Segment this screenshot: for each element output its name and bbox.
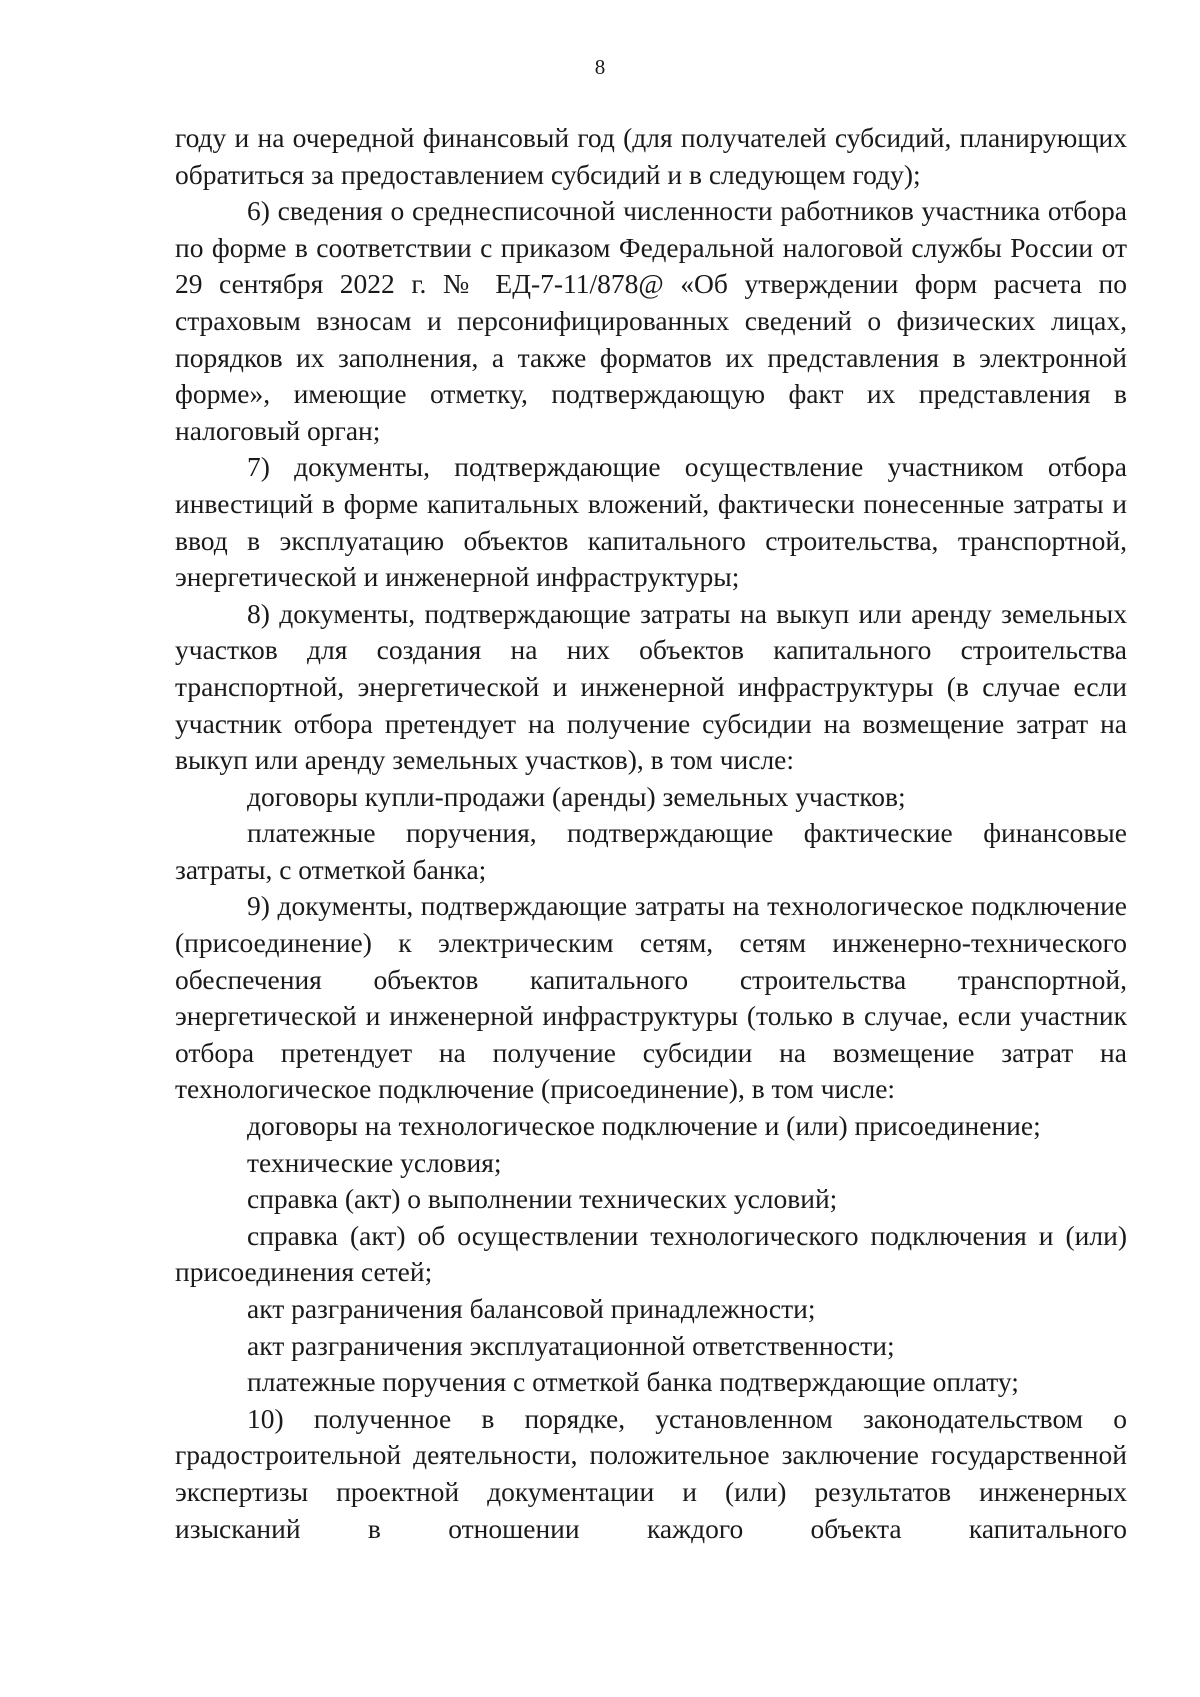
paragraph-item-9-sub-5: акт разграничения балансовой принадлежности;: [247, 1293, 816, 1324]
paragraph-item-9-sub-1: договоры на технологическое подключение и (или) присоединение;: [247, 1110, 1041, 1142]
document-body: [175, 120, 1127, 1547]
paragraph-item-9-sub-2: технические условия;: [247, 1146, 502, 1178]
paragraph-item-9-sub-7: платежные поручения с отметкой банка подтверждающие оплату;: [247, 1366, 1019, 1398]
paragraph-item-6: 6) сведения о среднесписочной численности работников участника отбора по форме в соответствии с приказом Федеральной налоговой службы России от 29 сентября 2022 г. № ЕД-7-11/878@ «Об утверждении форм расчета по страховым взносам и персонифицированных сведений о физических лицах, порядков их заполнения, а также форматов их представления в электронной форме», имеющие отметку, подтверждающую факт их представления в налоговый орган;: [175, 195, 1127, 446]
paragraph-item-8: 8) документы, подтверждающие затраты на выкуп или аренду земельных участков для создания на них объектов капитального строительства транспортной, энергетической и инженерной инфраструктуры (в случае если участник отбора претендует на получение субсидии на возмещение затрат на выкуп или аренду земельных участков), в том числе:: [175, 597, 1127, 776]
paragraph-continuation: году и на очередной финансовый год (для получателей субсидий, планирующих обратиться за предоставлением субсидий и в следующем году);: [175, 122, 1127, 190]
paragraph-item-8-sub-2: платежные поручения, подтверждающие фактические финансовые затраты, с отметкой банка;: [175, 817, 1127, 885]
paragraph-item-9-sub-4: справка (акт) об осуществлении технологического подключения и (или) присоединения сетей;: [175, 1219, 1127, 1288]
paragraph-item-9-sub-3: справка (акт) о выполнении технических условий;: [247, 1183, 838, 1215]
page-number: 8: [594, 55, 606, 79]
paragraph-item-10: 10) полученное в порядке, установленном законодательством о градостроительной деятельности, положительное заключение государственной экспертизы проектной документации и (или) результатов инженерных изысканий в отношении каждого объекта капитального: [175, 1402, 1127, 1544]
paragraph-item-8-sub-1: договоры купли-продажи (аренды) земельных участков;: [247, 780, 906, 812]
paragraph-item-7: 7) документы, подтверждающие осуществление участником отбора инвестиций в форме капитальных вложений, фактически понесенные затраты и ввод в эксплуатацию объектов капитального строительства, транспортной, энергетической и инженерной инфраструктуры;: [175, 451, 1127, 593]
paragraph-item-9-sub-6: акт разграничения эксплуатационной ответственности;: [247, 1329, 895, 1361]
paragraph-item-9: 9) документы, подтверждающие затраты на технологическое подключение (присоединение) к электрическим сетям, сетям инженерно-технического обеспечения объектов капитального строительства транспортной, энергетической и инженерной инфраструктуры (только в случае, если участник отбора претендует на получение субсидии на возмещение затрат на технологическое подключение (присоединение), в том числе:: [175, 890, 1127, 1105]
